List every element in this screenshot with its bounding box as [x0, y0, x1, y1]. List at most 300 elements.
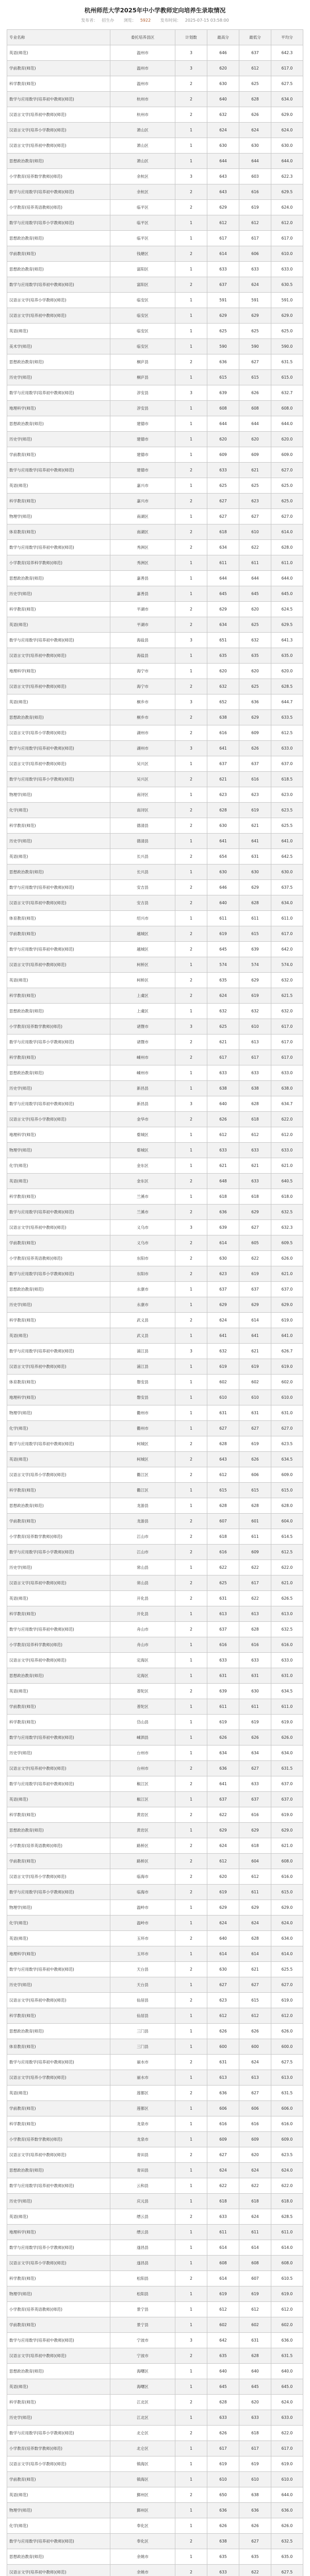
major-cell: 科学教育(师范) — [7, 818, 110, 834]
avg-score-cell: 609.0 — [271, 1467, 303, 1483]
max-score-cell: 645 — [207, 942, 239, 957]
min-score-cell: 602 — [239, 2317, 271, 2333]
plan-count-cell: 2 — [175, 184, 207, 200]
max-score-cell: 574 — [207, 957, 239, 973]
county-cell: 富阳区 — [110, 262, 175, 277]
table-row — [7, 1313, 303, 1328]
max-score-cell: 633 — [207, 1065, 239, 1081]
min-score-cell: 627 — [239, 354, 271, 370]
max-score-cell: 615 — [207, 370, 239, 385]
avg-score-cell: 644.7 — [271, 694, 303, 710]
county-cell: 路桥区 — [110, 1838, 175, 1854]
county-cell: 定海区 — [110, 1668, 175, 1684]
min-score-cell: 629 — [239, 1900, 271, 1916]
min-score-cell: 619 — [239, 2286, 271, 2302]
table-row — [7, 1869, 303, 1885]
min-score-cell: 633 — [239, 1065, 271, 1081]
max-score-cell: 620 — [207, 61, 239, 76]
table-row — [7, 1668, 303, 1684]
avg-score-cell: 633.0 — [271, 2410, 303, 2426]
major-cell: 数学与应用数学(培养初中教师)(师范) — [7, 463, 110, 478]
max-score-cell: 591 — [207, 293, 239, 308]
max-score-cell: 624 — [207, 2163, 239, 2178]
major-cell: 英语(师范) — [7, 2086, 110, 2101]
max-score-cell: 638 — [207, 1081, 239, 1096]
county-cell: 莲都区 — [110, 2101, 175, 2116]
avg-score-cell: 621.0 — [271, 1266, 303, 1282]
table-row — [7, 1529, 303, 1545]
major-cell: 数学与应用数学(培养初中教师)(师范) — [7, 1730, 110, 1745]
plan-count-cell: 2 — [175, 2426, 207, 2441]
plan-count-cell: 3 — [175, 385, 207, 401]
avg-score-cell: 629.0 — [271, 308, 303, 324]
min-score-cell: 603 — [239, 169, 271, 184]
table-row — [7, 1189, 303, 1205]
avg-score-cell: 625.0 — [271, 494, 303, 509]
max-score-cell: 624 — [207, 123, 239, 138]
county-cell: 松阳县 — [110, 2286, 175, 2302]
major-cell: 汉语言文学(培养初中教师)(师范) — [7, 2147, 110, 2163]
plan-count-cell: 2 — [175, 2395, 207, 2410]
county-cell: 常山县 — [110, 1575, 175, 1591]
table-row — [7, 354, 303, 370]
view-label: 浏览： — [124, 18, 136, 23]
min-score-cell: 622 — [239, 1591, 271, 1606]
table-row — [7, 2286, 303, 2302]
county-cell: 衢江区 — [110, 1483, 175, 1498]
major-cell: 学前教育(师范) — [7, 61, 110, 76]
county-cell: 杭州市 — [110, 107, 175, 123]
county-cell: 温州市 — [110, 76, 175, 92]
min-score-cell: 574 — [239, 957, 271, 973]
max-score-cell: 642 — [207, 2333, 239, 2348]
max-score-cell: 619 — [207, 2456, 239, 2472]
major-cell: 科学教育(师范) — [7, 602, 110, 617]
plan-count-cell: 2 — [175, 200, 207, 215]
major-cell: 思想政治教育(师范) — [7, 1065, 110, 1081]
plan-count-cell: 1 — [175, 2302, 207, 2317]
max-score-cell: 632 — [207, 107, 239, 123]
table-row — [7, 509, 303, 524]
max-score-cell: 632 — [207, 679, 239, 694]
major-cell: 小学教育(培养科学教师)(师范) — [7, 1637, 110, 1653]
plan-count-cell: 2 — [175, 1591, 207, 1606]
county-cell: 嵊州市 — [110, 1065, 175, 1081]
min-score-cell: 618 — [239, 2194, 271, 2209]
county-cell: 吴兴区 — [110, 756, 175, 772]
table-row — [7, 432, 303, 447]
min-score-cell: 614 — [239, 1946, 271, 1962]
max-score-cell: 635 — [207, 648, 239, 664]
min-score-cell: 612 — [239, 1869, 271, 1885]
county-cell: 天台县 — [110, 1977, 175, 1993]
table-row — [7, 834, 303, 849]
county-cell: 临平区 — [110, 215, 175, 231]
table-row — [7, 1096, 303, 1112]
county-cell: 青田县 — [110, 2147, 175, 2163]
avg-score-cell: 630.0 — [271, 138, 303, 154]
max-score-cell: 640 — [207, 1931, 239, 1946]
major-cell: 科学教育(师范) — [7, 2395, 110, 2410]
major-cell: 小学教育(培养数学教师)(师范) — [7, 2441, 110, 2456]
plan-count-cell: 2 — [175, 1235, 207, 1251]
avg-score-cell: 611.0 — [271, 1699, 303, 1715]
max-score-cell: 611 — [207, 555, 239, 571]
major-cell: 汉语言文学(培养初中教师)(师范) — [7, 107, 110, 123]
max-score-cell: 629 — [207, 1900, 239, 1916]
table-row — [7, 246, 303, 262]
min-score-cell: 618 — [239, 1112, 271, 1127]
county-cell: 金东区 — [110, 1174, 175, 1189]
table-row — [7, 1065, 303, 1081]
table-row — [7, 494, 303, 509]
table-row — [7, 200, 303, 215]
avg-score-cell: 612.0 — [271, 215, 303, 231]
avg-score-cell: 637.0 — [271, 1282, 303, 1297]
avg-score-cell: 638.0 — [271, 1081, 303, 1096]
max-score-cell: 623 — [207, 787, 239, 803]
plan-count-cell: 3 — [175, 1019, 207, 1035]
avg-score-cell: 574.0 — [271, 957, 303, 973]
county-cell: 海曙区 — [110, 2364, 175, 2379]
major-cell: 数学与应用数学(培养初中教师)(师范) — [7, 741, 110, 756]
max-score-cell: 600 — [207, 2039, 239, 2055]
max-score-cell: 640 — [207, 2364, 239, 2379]
min-score-cell: 619 — [239, 988, 271, 1004]
table-row — [7, 262, 303, 277]
column-header: 计划数 — [175, 30, 207, 45]
min-score-cell: 622 — [239, 540, 271, 555]
plan-count-cell: 2 — [175, 849, 207, 865]
major-cell: 科学教育(师范) — [7, 1050, 110, 1065]
plan-count-cell: 1 — [175, 1328, 207, 1344]
max-score-cell: 637 — [207, 1282, 239, 1297]
county-cell: 云和县 — [110, 2178, 175, 2194]
avg-score-cell: 616.0 — [271, 2116, 303, 2132]
table-row — [7, 633, 303, 648]
min-score-cell: 624 — [239, 277, 271, 293]
county-cell: 嘉兴市 — [110, 494, 175, 509]
plan-count-cell: 1 — [175, 2256, 207, 2271]
major-cell: 学前教育(师范) — [7, 1699, 110, 1715]
avg-score-cell: 611.0 — [271, 555, 303, 571]
table-row — [7, 1977, 303, 1993]
major-cell: 思想政治教育(师范) — [7, 1004, 110, 1019]
major-cell: 数学与应用数学(培养小学教师)(师范) — [7, 1035, 110, 1050]
min-score-cell: 624 — [239, 1916, 271, 1931]
min-score-cell: 628 — [239, 1622, 271, 1637]
max-score-cell: 620 — [207, 1869, 239, 1885]
table-row — [7, 123, 303, 138]
max-score-cell: 612 — [207, 1854, 239, 1869]
plan-count-cell: 3 — [175, 694, 207, 710]
max-score-cell: 625 — [207, 478, 239, 494]
major-cell: 学前教育(师范) — [7, 447, 110, 463]
max-score-cell: 652 — [207, 694, 239, 710]
plan-count-cell: 1 — [175, 1715, 207, 1730]
plan-count-cell: 2 — [175, 973, 207, 988]
plan-count-cell: 1 — [175, 2410, 207, 2426]
max-score-cell: 624 — [207, 988, 239, 1004]
max-score-cell: 614 — [207, 246, 239, 262]
major-cell: 科学教育(师范) — [7, 494, 110, 509]
county-cell: 浦江县 — [110, 1344, 175, 1359]
table-row — [7, 1854, 303, 1869]
plan-count-cell: 1 — [175, 1699, 207, 1715]
county-cell: 缙云县 — [110, 2209, 175, 2225]
min-score-cell: 623 — [239, 494, 271, 509]
major-cell: 英语(师范) — [7, 2379, 110, 2395]
major-cell: 科学教育(师范) — [7, 76, 110, 92]
major-cell: 英语(师范) — [7, 694, 110, 710]
min-score-cell: 622 — [239, 2178, 271, 2194]
max-score-cell: 628 — [207, 1436, 239, 1452]
avg-score-cell: 637.0 — [271, 756, 303, 772]
plan-count-cell: 2 — [175, 1529, 207, 1545]
major-cell: 思想政治教育(师范) — [7, 2549, 110, 2565]
table-row — [7, 1591, 303, 1606]
plan-count-cell: 2 — [175, 1174, 207, 1189]
major-cell: 历史学(师范) — [7, 1081, 110, 1096]
table-row — [7, 2518, 303, 2534]
major-cell: 美术学(师范) — [7, 339, 110, 354]
major-cell: 汉语言文学(培养小学教师)(师范) — [7, 2256, 110, 2271]
major-cell: 数学与应用数学(培养小学教师)(师范) — [7, 215, 110, 231]
avg-score-cell: 629.0 — [271, 1297, 303, 1313]
max-score-cell: 621 — [207, 1035, 239, 1050]
table-row — [7, 602, 303, 617]
plan-count-cell: 2 — [175, 1931, 207, 1946]
max-score-cell: 635 — [207, 2549, 239, 2565]
avg-score-cell: 617.0 — [271, 61, 303, 76]
max-score-cell: 631 — [207, 1591, 239, 1606]
max-score-cell: 639 — [207, 1220, 239, 1235]
county-cell: 平湖市 — [110, 617, 175, 633]
major-cell: 英语(师范) — [7, 1591, 110, 1606]
plan-count-cell: 1 — [175, 1004, 207, 1019]
table-row — [7, 2441, 303, 2456]
avg-score-cell: 634.5 — [271, 1452, 303, 1467]
major-cell: 科学教育(师范) — [7, 1715, 110, 1730]
table-row — [7, 942, 303, 957]
plan-count-cell: 1 — [175, 571, 207, 586]
table-row — [7, 1251, 303, 1266]
avg-score-cell: 619.0 — [271, 2286, 303, 2302]
major-cell: 小学教育(培养英语教师)(师范) — [7, 2302, 110, 2317]
county-cell: 临安区 — [110, 324, 175, 339]
max-score-cell: 616 — [207, 1545, 239, 1560]
min-score-cell: 630 — [239, 865, 271, 880]
county-cell: 建德市 — [110, 432, 175, 447]
county-cell: 宁波市 — [110, 2348, 175, 2364]
max-score-cell: 638 — [207, 710, 239, 725]
avg-score-cell: 634.5 — [271, 1684, 303, 1699]
min-score-cell: 621 — [239, 463, 271, 478]
avg-score-cell: 625.5 — [271, 1962, 303, 1977]
plan-count-cell: 2 — [175, 92, 207, 107]
county-cell: 建德市 — [110, 416, 175, 432]
max-score-cell: 625 — [207, 1575, 239, 1591]
max-score-cell: 632 — [207, 1344, 239, 1359]
county-cell: 秀洲区 — [110, 540, 175, 555]
avg-score-cell: 622.3 — [271, 169, 303, 184]
plan-count-cell: 3 — [175, 741, 207, 756]
county-cell: 三门县 — [110, 2039, 175, 2055]
min-score-cell: 629 — [239, 1823, 271, 1838]
county-cell: 龙游县 — [110, 1514, 175, 1529]
plan-count-cell: 2 — [175, 1467, 207, 1483]
county-cell: 义乌市 — [110, 1220, 175, 1235]
table-row — [7, 1220, 303, 1235]
max-score-cell: 623 — [207, 1993, 239, 2008]
plan-count-cell: 1 — [175, 1637, 207, 1653]
county-cell: 柯桥区 — [110, 973, 175, 988]
county-cell: 余姚市 — [110, 2549, 175, 2565]
table-row — [7, 401, 303, 416]
min-score-cell: 622 — [239, 2565, 271, 2576]
table-row — [7, 92, 303, 107]
max-score-cell: 639 — [207, 385, 239, 401]
min-score-cell: 626 — [239, 107, 271, 123]
avg-score-cell: 617.0 — [271, 231, 303, 246]
max-score-cell: 614 — [207, 1946, 239, 1962]
avg-score-cell: 627.0 — [271, 1421, 303, 1436]
county-cell: 南湖区 — [110, 509, 175, 524]
major-cell: 数学与应用数学(培养初中教师)(师范) — [7, 2534, 110, 2549]
min-score-cell: 618 — [239, 1189, 271, 1205]
major-cell: 科学教育(师范) — [7, 1606, 110, 1622]
plan-count-cell: 1 — [175, 1730, 207, 1745]
plan-count-cell: 2 — [175, 942, 207, 957]
major-cell: 物理学(师范) — [7, 1405, 110, 1421]
min-score-cell: 613 — [239, 1606, 271, 1622]
max-score-cell: 619 — [207, 926, 239, 942]
plan-count-cell: 1 — [175, 957, 207, 973]
plan-count-cell: 2 — [175, 1993, 207, 2008]
major-cell: 思想政治教育(师范) — [7, 231, 110, 246]
max-score-cell: 633 — [207, 2209, 239, 2225]
min-score-cell: 611 — [239, 2225, 271, 2240]
plan-count-cell: 2 — [175, 1251, 207, 1266]
min-score-cell: 640 — [239, 2364, 271, 2379]
avg-score-cell: 610.0 — [271, 1390, 303, 1405]
table-row — [7, 540, 303, 555]
plan-count-cell: 1 — [175, 1823, 207, 1838]
major-cell: 历史学(师范) — [7, 834, 110, 849]
major-cell: 数学与应用数学(培养初中教师)(师范) — [7, 2178, 110, 2194]
table-row — [7, 1112, 303, 1127]
plan-count-cell: 1 — [175, 447, 207, 463]
min-score-cell: 611 — [239, 555, 271, 571]
major-cell: 汉语言文学(培养初中教师)(师范) — [7, 2348, 110, 2364]
avg-score-cell: 608.0 — [271, 1854, 303, 1869]
major-cell: 英语(师范) — [7, 1931, 110, 1946]
major-cell: 地理科学(师范) — [7, 2225, 110, 2240]
min-score-cell: 633 — [239, 1653, 271, 1668]
min-score-cell: 619 — [239, 1359, 271, 1375]
avg-score-cell: 621.0 — [271, 1158, 303, 1174]
plan-count-cell: 2 — [175, 2147, 207, 2163]
max-score-cell: 625 — [207, 1019, 239, 1035]
avg-score-cell: 618.0 — [271, 2194, 303, 2209]
table-row — [7, 895, 303, 911]
major-cell: 汉语言文学(培养初中教师)(师范) — [7, 1653, 110, 1668]
min-score-cell: 631 — [239, 849, 271, 865]
major-cell: 数学与应用数学(培养初中教师)(师范) — [7, 1962, 110, 1977]
county-cell: 德清县 — [110, 818, 175, 834]
avg-score-cell: 630.5 — [271, 277, 303, 293]
max-score-cell: 612 — [207, 2302, 239, 2317]
table-row — [7, 1405, 303, 1421]
avg-score-cell: 613.0 — [271, 1606, 303, 1622]
major-cell: 数学与应用数学(培养初中教师)(师范) — [7, 2055, 110, 2070]
county-cell: 镇海区 — [110, 2456, 175, 2472]
max-score-cell: 618 — [207, 524, 239, 540]
major-cell: 数学与应用数学(培养初中教师)(师范) — [7, 880, 110, 895]
major-cell: 汉语言文学(培养小学教师)(师范) — [7, 2456, 110, 2472]
major-cell: 小学教育(培养英语教师)(师范) — [7, 1838, 110, 1854]
table-row — [7, 324, 303, 339]
avg-score-cell: 636.0 — [271, 2503, 303, 2518]
major-cell: 小学教育(培养科学教师)(师范) — [7, 555, 110, 571]
county-cell: 奉化区 — [110, 2518, 175, 2534]
max-score-cell: 631 — [207, 2055, 239, 2070]
plan-count-cell: 1 — [175, 1065, 207, 1081]
plan-count-cell: 1 — [175, 339, 207, 354]
avg-score-cell: 634.0 — [271, 1745, 303, 1761]
county-cell: 桐庐县 — [110, 354, 175, 370]
table-row — [7, 2348, 303, 2364]
major-cell: 数学与应用数学(培养初中教师)(师范) — [7, 184, 110, 200]
avg-score-cell: 616.0 — [271, 1869, 303, 1885]
plan-count-cell: 1 — [175, 2194, 207, 2209]
county-cell: 越城区 — [110, 926, 175, 942]
min-score-cell: 628 — [239, 895, 271, 911]
major-cell: 历史学(师范) — [7, 1560, 110, 1575]
major-cell: 化学(师范) — [7, 1916, 110, 1931]
avg-score-cell: 614.0 — [271, 1946, 303, 1962]
max-score-cell: 630 — [207, 1251, 239, 1266]
plan-count-cell: 2 — [175, 1838, 207, 1854]
county-cell: 桐乡市 — [110, 694, 175, 710]
county-cell: 新昌县 — [110, 1096, 175, 1112]
plan-count-cell: 1 — [175, 2101, 207, 2116]
table-row — [7, 1900, 303, 1916]
plan-count-cell: 1 — [175, 1390, 207, 1405]
table-row — [7, 1653, 303, 1668]
major-cell: 地理科学(师范) — [7, 1390, 110, 1405]
max-score-cell: 629 — [207, 308, 239, 324]
min-score-cell: 624 — [239, 2209, 271, 2225]
max-score-cell: 633 — [207, 262, 239, 277]
min-score-cell: 591 — [239, 293, 271, 308]
avg-score-cell: 610.0 — [271, 246, 303, 262]
major-cell: 物理学(师范) — [7, 1143, 110, 1158]
major-cell: 科学教育(师范) — [7, 1483, 110, 1498]
column-header: 委托培养县区 — [110, 30, 175, 45]
max-score-cell: 614 — [207, 2240, 239, 2256]
avg-score-cell: 632.5 — [271, 1205, 303, 1220]
avg-score-cell: 623.5 — [271, 1436, 303, 1452]
plan-count-cell: 1 — [175, 664, 207, 679]
plan-count-cell: 2 — [175, 1436, 207, 1452]
major-cell: 小学教育(培养英语教师)(师范) — [7, 1251, 110, 1266]
min-score-cell: 629 — [239, 880, 271, 895]
max-score-cell: 616 — [207, 725, 239, 741]
max-score-cell: 646 — [207, 880, 239, 895]
avg-score-cell: 630.0 — [271, 865, 303, 880]
county-cell: 上虞区 — [110, 988, 175, 1004]
